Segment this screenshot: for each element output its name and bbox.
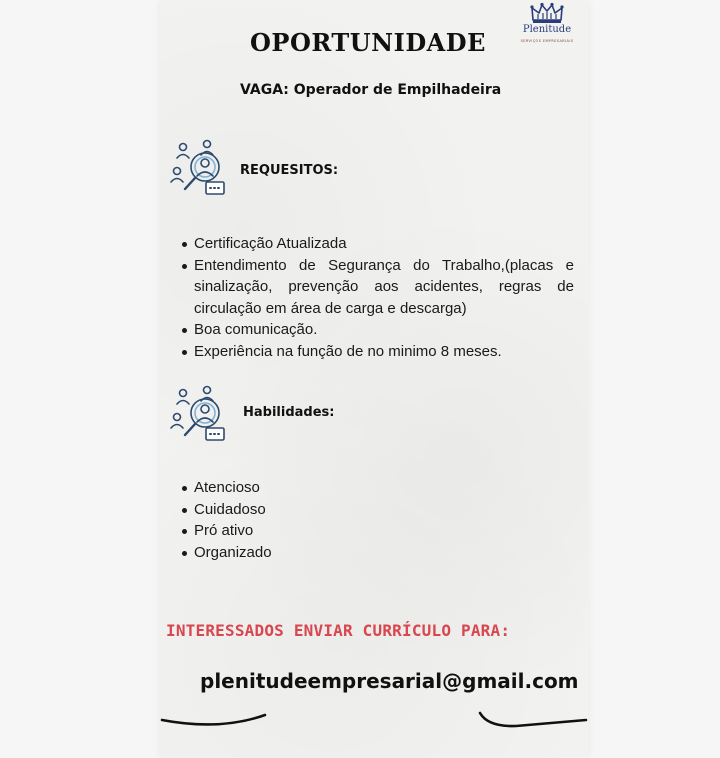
logo-name: Plenitude (522, 24, 572, 35)
list-item: Experiência na função de no minimo 8 meses. (180, 341, 574, 363)
list-item: Pró ativo (180, 520, 574, 542)
right-background (588, 0, 720, 758)
decorative-swoosh-left (160, 705, 272, 731)
call-to-action: INTERESSADOS ENVIAR CURRÍCULO PARA: (166, 621, 511, 640)
skills-title: Habilidades: (243, 405, 335, 420)
left-background (0, 0, 160, 758)
requirements-list (180, 233, 574, 362)
company-logo (512, 2, 582, 58)
crown-icon (530, 2, 564, 24)
decorative-swoosh-right (476, 705, 588, 731)
list-item: Organizado (180, 542, 574, 564)
vacancy-title: VAGA: Operador de Empilhadeira (240, 82, 502, 98)
page-title: OPORTUNIDADE (250, 28, 486, 57)
list-item: Certificação Atualizada (180, 233, 574, 255)
skills-list (180, 477, 574, 563)
list-item: Entendimento de Segurança do Trabalho,(placas e sinalização, prevenção aos acidentes, regras de circulação em área de carga e descarga) (180, 255, 574, 320)
contact-email: plenitudeempresarial@gmail.com (200, 669, 579, 693)
list-item: Atencioso (180, 477, 574, 499)
job-flyer (160, 0, 588, 758)
people-magnifier-icon (166, 138, 226, 198)
requirements-title: REQUESITOS: (240, 163, 339, 178)
list-item: Boa comunicação. (180, 319, 574, 341)
list-item: Cuidadoso (180, 499, 574, 521)
people-magnifier-icon (166, 384, 226, 444)
logo-tagline: SERVIÇOS EMPRESARIAIS (520, 39, 574, 43)
